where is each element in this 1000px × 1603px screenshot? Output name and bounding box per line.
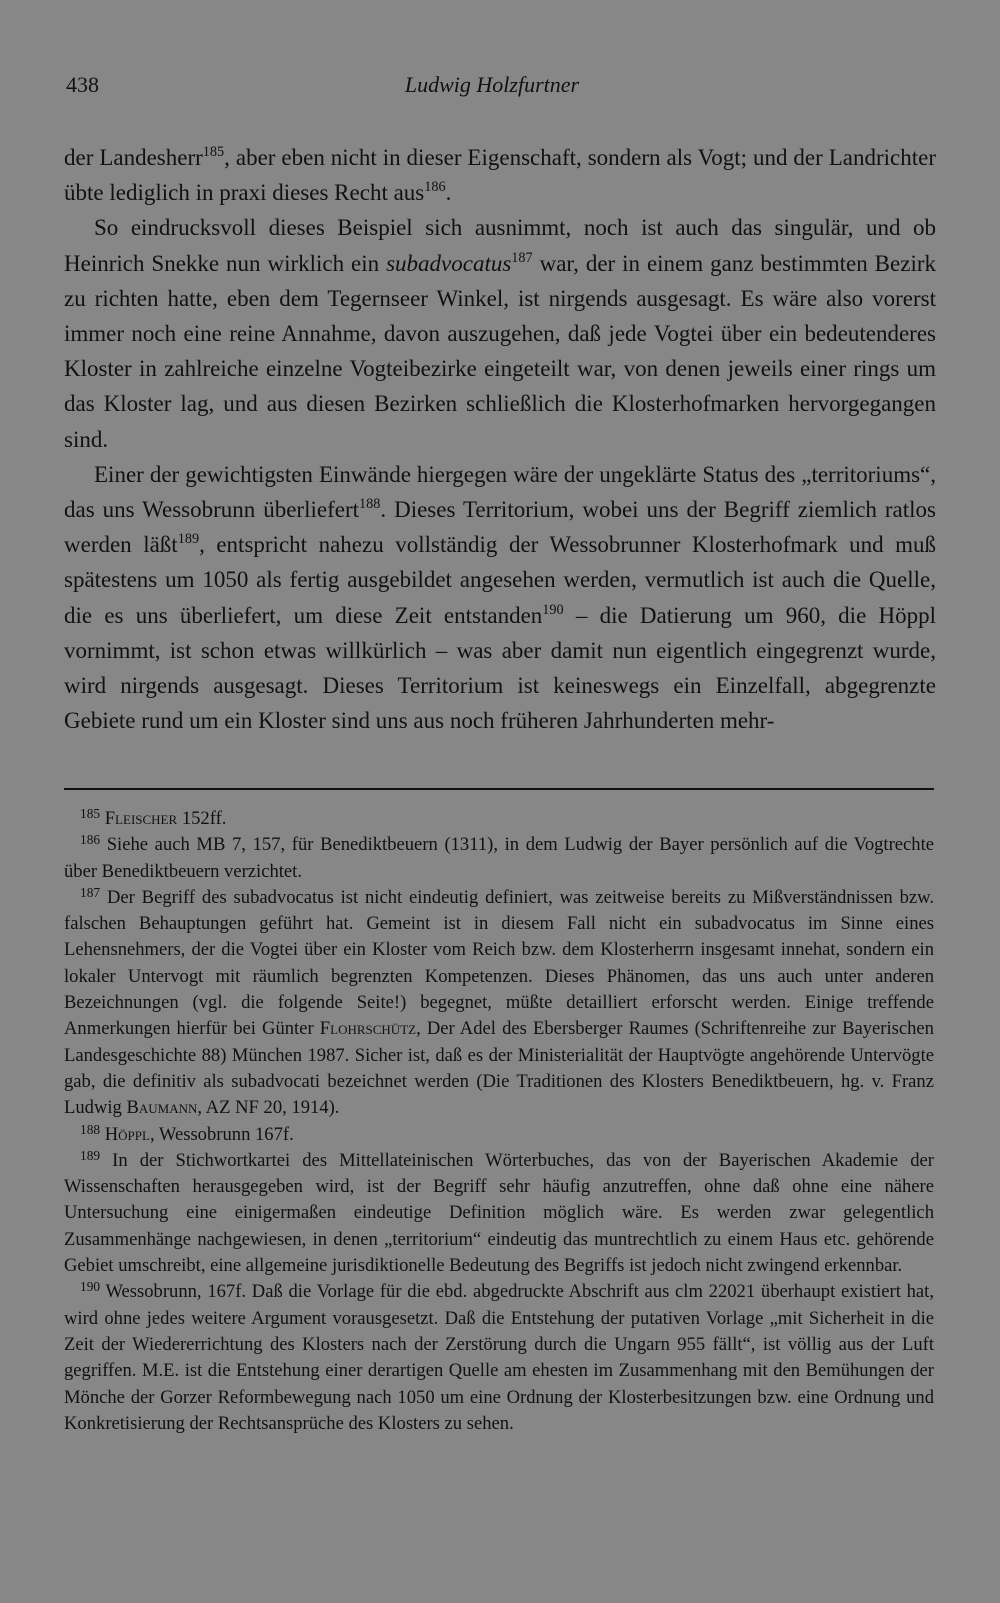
footnote-number: 187 (80, 884, 101, 900)
footnote-number: 185 (80, 805, 101, 821)
footnote-190: $^{190}$ Wessobrunn, 167f. Daß die Vorlage für die ebd. abgedruckte Abschrift aus clm 22021 überhaupt existiert hat, wird ohne jedes weitere Argument vorausgesetzt. Daß die Entstehung der putativen Vorlage „mit Sicherheit in die Zeit der Wiedererrichtung des Klosters nach der Zerstörung durch die Ungarn 955 fällt“, ist völlig aus der Luft gegriffen. M.E. ist die Entstehung einer derartigen Quelle am ehesten im Zusammenhang mit den Bemühungen der Mönche der Gorzer Reformbewegung nach 1050 um eine Ordnung der Klosterbesitzungen bzw. eine Ordnung und Konkretisierung der Rechtsansprüche des Klosters zu sehen. (64, 1279, 934, 1434)
author-name: Flohrschütz (319, 1018, 417, 1040)
page-number: 438 (66, 72, 99, 97)
author-name: Fleischer (104, 808, 178, 829)
italic-term: subadvocatus (386, 250, 512, 276)
footnote-187: $^{187}$ Der Begriff des subadvocatus ist nicht eindeutig definiert, was zeitweise bereits zu Mißverständnissen bzw. falschen Behauptungen geführt hat. Gemeint ist in diesem Fall nicht ein subadvocatus im Sinne eines Lehensnehmers, der die Vogtei über ein Kloster vom Reich bzw. dem Klosterherrn insgesamt innehat, sondern ein lokaler Untervogt mit räumlich begrenzten Kompetenzen. Dieses Phänomen, das uns auch unter anderen Bezeichnungen (vgl. die folgende Seite!) begegnet, müßte detailliert erforscht werden. Einige treffende Anmerkungen hierfür bei Günter Flohrschütz, Der Adel des Ebersberger Raumes (Schriftenreihe zur Bayerischen Landesgeschichte 88) München 1987. Sicher ist, daß es der Ministerialität der Hauptvögte angehörende Untervögte gab, die definitiv als subadvocati bezeichnet werden (Die Traditionen des Klosters Benediktbeuern, hg. v. Franz Ludwig Baumann, AZ NF 20, 1914). (64, 884, 935, 1119)
footnote-number: 186 (80, 832, 101, 848)
footnote-ref-185[interactable]: 185 (202, 144, 225, 161)
footnotes (64, 806, 934, 1437)
footnote-ref-187[interactable]: 187 (511, 249, 533, 266)
paragraph-2: So eindrucksvoll dieses Beispiel sich ausnimmt, noch ist auch das singulär, und ob Heinrich Snekke nun wirklich ein subadvocatus$^{187}$ war, der in einem ganz bestimmten Bezirk zu richten hatte, eben dem Tegernseer Winkel, ist nirgends ausgesagt. Es wäre also vorerst immer noch eine reine Annahme, davon auszugehen, daß jede Vogtei über ein bedeutenderes Kloster in zahlreiche einzelne Vogteibezirke eingeteilt war, von denen jeweils einer rings um das Kloster lag, und aus diesen Bezirken schließlich die Klosterhofmarken hervorgegangen sind. (64, 215, 936, 452)
footnote-ref-186[interactable]: 186 (424, 179, 446, 196)
running-title: Ludwig Holzfurtner (404, 72, 580, 97)
running-head (66, 72, 918, 106)
footnote-186: $^{186}$ Siehe auch MB 7, 157, für Benediktbeuern (1311), in dem Ludwig der Bayer persönlich auf die Vogtrechte über Benediktbeuern verzichtet. (64, 832, 934, 882)
footnote-189: $^{189}$ In der Stichwortkartei des Mittellateinischen Wörterbuches, das von der Bayerischen Akademie der Wissenschaften herausgegeben wird, ist der Begriff sehr häufig anzutreffen, ohne daß ohne eine nähere Untersuchung eine einigermaßen eindeutige Definition möglich wäre. Es werden zwar gelegentlich Zusammenhänge nachgewiesen, in denen „territorium“ eindeutig das muntrechtlich zu einem Haus etc. gehörende Gebiet umschreibt, eine allgemeine jurisdiktionelle Bedeutung des Begriffs ist jedoch nicht zwingend erkennbar. (64, 1147, 934, 1277)
footnote-number: 189 (80, 1147, 101, 1163)
footnote-ref-188[interactable]: 188 (359, 496, 381, 513)
author-name: Baumann (126, 1097, 198, 1119)
body-text (64, 140, 936, 738)
paragraph-3: Einer der gewichtigsten Einwände hiergegen wäre der ungeklärte Status des „territoriums“, das uns Wessobrunn überliefert$^{188}$. Dieses Territorium, wobei uns der Begriff ziemlich ratlos werden läßt$^{189}$, entspricht nahezu vollständig der Wessobrunner Klosterhofmark und muß spätestens um 1050 als fertig ausgebildet angesehen werden, vermutlich ist auch die Quelle, die es uns überliefert, um diese Zeit entstanden$^{190}$ – die Datierung um 960, die Höppl vornimmt, ist schon etwas willkürlich – was aber damit nun eigentlich eingegrenzt wurde, wird nirgends ausgesagt. Dieses Territorium ist keineswegs ein Einzelfall, abgegrenzte Gebiete rund um ein Kloster sind uns aus noch früheren Jahrhunderten mehr- (64, 461, 936, 734)
footnote-number: 188 (80, 1121, 101, 1137)
footnote-ref-190[interactable]: 190 (542, 601, 564, 618)
footnote-ref-189[interactable]: 189 (177, 531, 200, 548)
author-name: Höppl (104, 1123, 150, 1145)
footnote-185: $^{185}$ Fleischer 152ff. (80, 805, 227, 829)
footnote-separator (64, 788, 934, 790)
footnote-188: $^{188}$ Höppl, Wessobrunn 167f. (80, 1121, 294, 1145)
paragraph-1: der Landesherr$^{185}$, aber eben nicht in dieser Eigenschaft, sondern als Vogt; und der Landrichter übte lediglich in praxi dieses Recht aus$^{186}$. (64, 144, 937, 206)
footnote-number: 190 (80, 1279, 101, 1295)
